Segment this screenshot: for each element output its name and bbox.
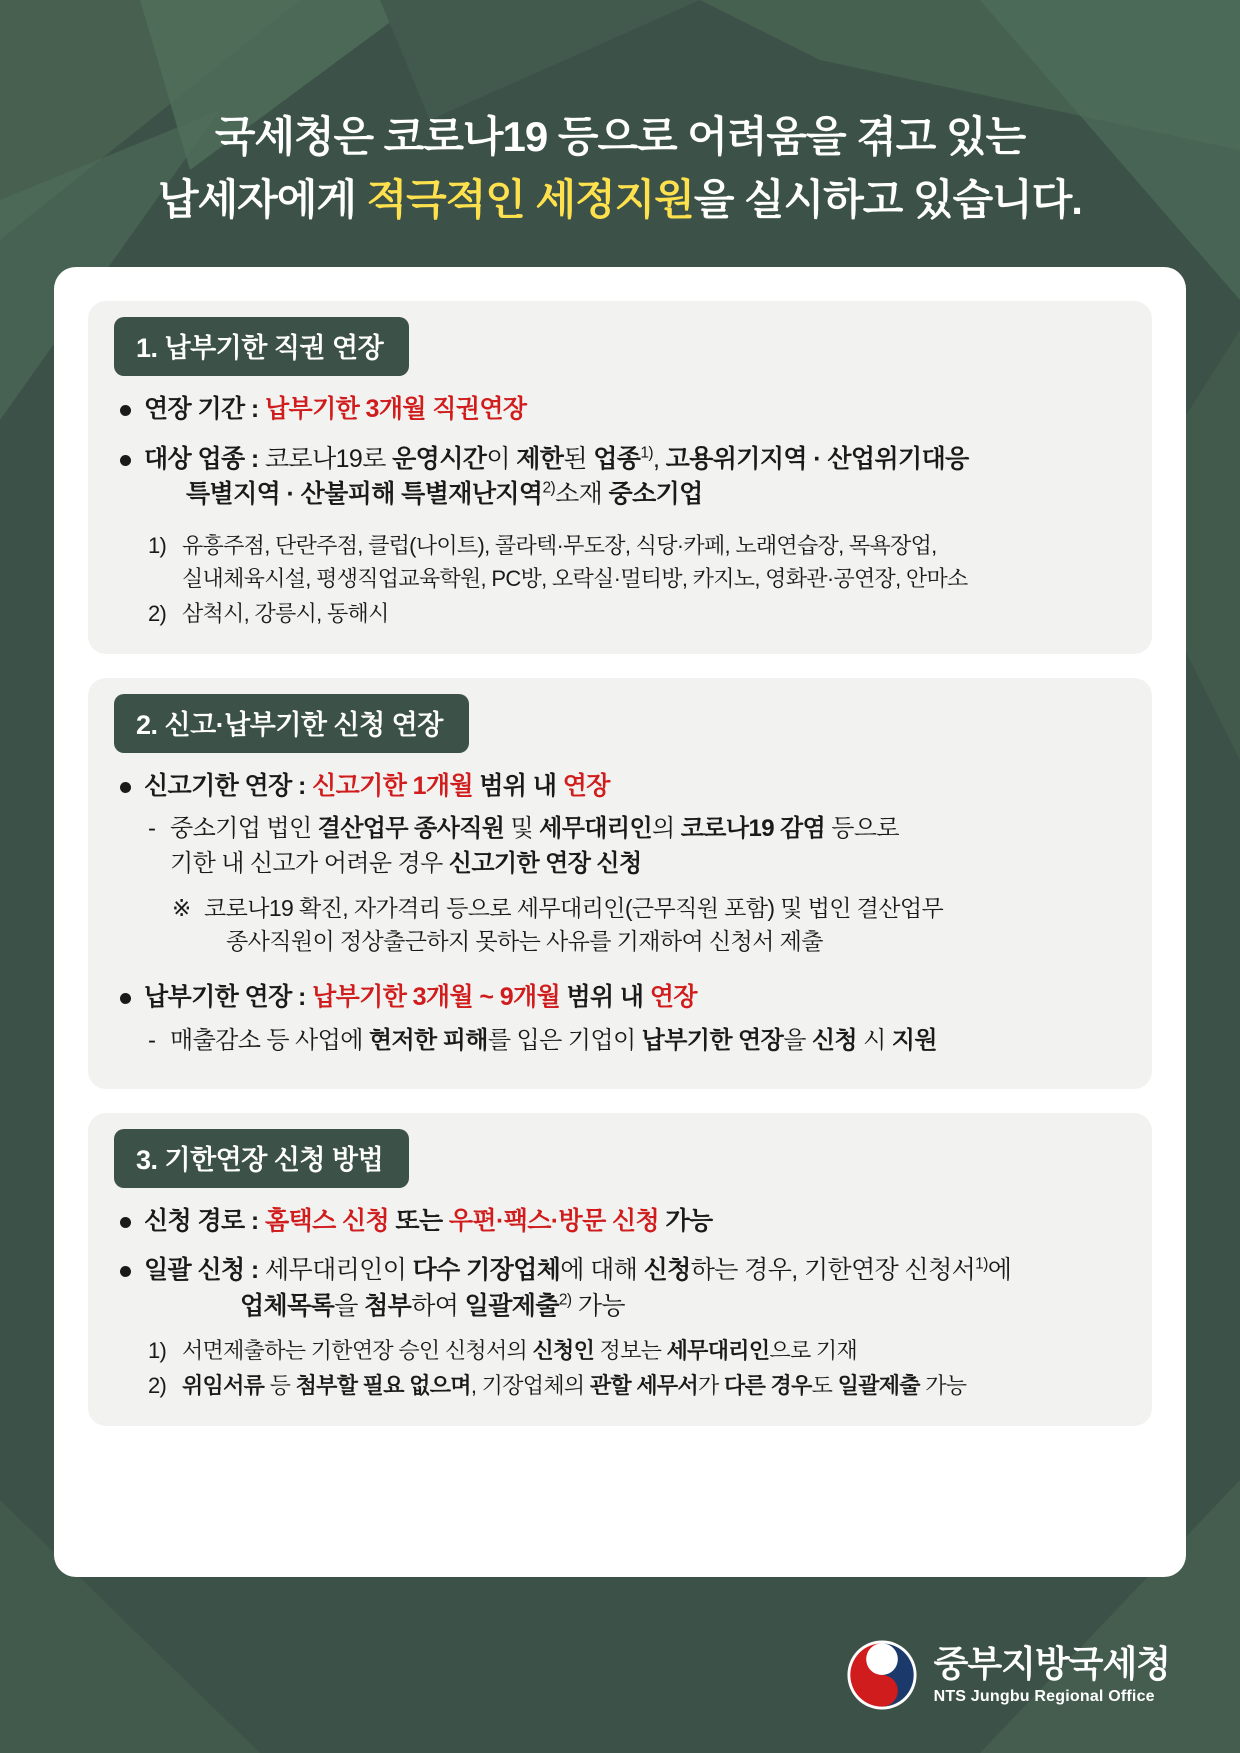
item-label: 대상 업종 : (144, 444, 265, 473)
item-text: 세무대리인이 (264, 1256, 413, 1285)
sub-bold: 신청 (811, 1026, 858, 1054)
list-item (114, 442, 1126, 513)
note-line: 종사직원이 정상출근하지 못하는 사유를 기재하여 신청서 제출 (226, 927, 823, 954)
item-text: , (652, 444, 666, 473)
org-name (934, 1644, 1170, 1705)
section-2-title: 2. 신고·납부기한 신청 연장 (114, 694, 469, 753)
section-3-title: 3. 기한연장 신청 방법 (114, 1129, 409, 1188)
item-text: 소재 (555, 480, 609, 508)
list-item (114, 1204, 1126, 1240)
footnote-text: 삼척시, 강릉시, 동해시 (182, 600, 389, 626)
section-2 (88, 678, 1152, 1089)
item-bold: 첨부 (364, 1291, 412, 1320)
headline-text-b: 을 실시하고 있습니다. (693, 176, 1082, 223)
headline-line-1: 국세청은 코로나19 등으로 어려움을 겪고 있는 (214, 113, 1026, 160)
footnote-text (182, 1369, 1126, 1402)
org-name-ko: 중부지방국세청 (933, 1643, 1170, 1685)
sub-text: 의 (652, 815, 681, 842)
item-bold: 업종 (593, 444, 641, 473)
item-text: 이 (486, 444, 517, 473)
sub-text: 기한 내 신고가 어려운 경우 (170, 849, 449, 877)
item-highlight: 연장 (649, 983, 697, 1012)
footnote-bold: 세무대리인 (666, 1338, 770, 1364)
item-text: 범위 내 (560, 983, 650, 1012)
footnote-text-part: 가 (698, 1373, 725, 1399)
footnote-number: 1) (148, 1338, 167, 1364)
item-bold: 제한 (516, 444, 564, 473)
item-bold: 특별지역 · 산불피해 특별재난지역 (186, 480, 543, 508)
item-label: 일괄 신청 : (144, 1256, 265, 1285)
footnote-bold: 일괄제출 (837, 1373, 920, 1399)
footnote-bold: 위임서류 (182, 1373, 265, 1399)
footnote-number: 2) (148, 600, 167, 626)
sub-bold: 지원 (891, 1026, 937, 1054)
footnote (148, 529, 1126, 595)
sub-text: 매출감소 등 사업에 (170, 1026, 369, 1054)
footnote-bold: 관할 세무서 (589, 1373, 699, 1399)
headline-highlight: 적극적인 세정지원 (366, 176, 694, 223)
item-text: 된 (563, 444, 594, 473)
sub-bold: 납부기한 연장 (641, 1026, 784, 1054)
sub-text: 중소기업 법인 (170, 815, 318, 842)
item-second-line (144, 1289, 1126, 1325)
sub-bold: 코로나19 감염 (680, 815, 826, 842)
org-name-en: NTS Jungbu Regional Office (933, 1688, 1155, 1705)
item-bold: 신청 (643, 1256, 691, 1285)
footnote-bold: 다른 경우 (724, 1373, 812, 1399)
footnote-marker: 1) (640, 444, 653, 462)
item-label: 신고기한 연장 : (144, 771, 313, 800)
footnote (148, 1369, 1126, 1402)
section-3-bullets (114, 1204, 1126, 1325)
item-value: 납부기한 3개월 직권연장 (264, 395, 527, 423)
note (170, 892, 1126, 959)
footnote (148, 597, 1126, 630)
item-text: 하여 (411, 1291, 465, 1320)
item-highlight: 신고기한 1개월 (312, 771, 474, 800)
item-bold: 중소기업 (608, 480, 703, 508)
footnote-bold: 첨부할 필요 없으며 (295, 1373, 471, 1399)
item-text: 에 대해 (560, 1256, 644, 1285)
item-text: 또는 (389, 1206, 449, 1235)
headline-text-a: 납세자에게 (158, 176, 367, 223)
list-item (114, 392, 1126, 428)
item-label: 납부기한 연장 : (144, 983, 313, 1012)
sub-text: 등으로 (825, 815, 900, 842)
section-1-title: 1. 납부기한 직권 연장 (114, 317, 409, 376)
footnote-number: 1) (148, 532, 167, 558)
taegeuk-icon (846, 1639, 918, 1711)
item-text: 코로나19로 (264, 444, 393, 473)
section-2-bullets (114, 769, 1126, 805)
footnote-text-part: 도 (811, 1373, 838, 1399)
item-text: 하는 경우, 기한연장 신청서 (690, 1256, 976, 1285)
list-item (114, 1253, 1126, 1324)
item-text: 에 (987, 1256, 1012, 1285)
section-2-bullets-2 (114, 980, 1126, 1016)
item-text: 범위 내 (473, 771, 563, 800)
item-label: 신청 경로 : (144, 1206, 265, 1235)
sub-item (144, 1024, 1126, 1059)
footnote-text-part: 등 (264, 1373, 296, 1399)
footnote-marker: 2) (542, 479, 556, 497)
footnote-text-part: 가능 (919, 1373, 967, 1399)
item-text: 가능 (659, 1206, 713, 1235)
footnote-marker: 2) (558, 1291, 572, 1309)
sub-second-line (170, 847, 1126, 882)
list-item (114, 769, 1126, 805)
item-highlight: 연장 (562, 771, 610, 800)
section-1-bullets (114, 392, 1126, 513)
footnote-text-part: , 기장업체의 (470, 1373, 590, 1399)
footnote-text-part: 으로 기재 (769, 1338, 858, 1364)
footnote-bold: 신청인 (532, 1338, 595, 1364)
poster-header (0, 0, 1240, 231)
footer-logo (846, 1639, 1170, 1711)
item-highlight: 납부기한 3개월 ~ 9개월 (312, 983, 561, 1012)
footnote-text-part: 서면제출하는 기한연장 승인 신청서의 (182, 1338, 533, 1364)
list-item (114, 980, 1126, 1016)
section-1 (88, 301, 1152, 654)
sub-text: 및 (504, 815, 540, 842)
section-3 (88, 1113, 1152, 1427)
sub-bold: 결산업무 종사직원 (317, 815, 505, 842)
item-bold: 일괄제출 (464, 1291, 559, 1320)
item-label: 연장 기간 : (144, 395, 265, 423)
sub-text: 을 (783, 1026, 812, 1054)
item-highlight: 우편·팩스·방문 신청 (448, 1206, 660, 1235)
footnote-text: 실내체육시설, 평생직업교육학원, PC방, 오락실·멀티방, 카지노, 영화관·공연장, 안마소 (182, 565, 968, 591)
sub-text: 시 (857, 1026, 892, 1054)
footnote-number: 2) (148, 1373, 167, 1399)
headline-line-2 (70, 168, 1170, 231)
sub-text: 를 입은 기업이 (487, 1026, 642, 1054)
item-bold: 운영시간 (392, 444, 487, 473)
item-highlight: 홈택스 신청 (264, 1206, 390, 1235)
sub-bold: 신고기한 연장 신청 (448, 849, 642, 877)
footnote-text-part: 정보는 (594, 1338, 667, 1364)
sub-bold: 현저한 피해 (368, 1026, 488, 1054)
item-text: 가능 (571, 1291, 625, 1320)
footnote-text (182, 1334, 1126, 1367)
item-text: 을 (334, 1291, 365, 1320)
content-card (54, 267, 1186, 1577)
sub-bold: 세무대리인 (539, 815, 653, 842)
item-bold: 업체목록 (240, 1291, 335, 1320)
item-bold: 다수 기장업체 (412, 1256, 561, 1285)
footnote-marker: 1) (975, 1255, 988, 1273)
footnote (148, 1334, 1126, 1367)
sub-item (144, 812, 1126, 882)
item-bold: 고용위기지역 · 산업위기대응 (665, 444, 969, 473)
footnote-text: 유흥주점, 단란주점, 클럽(나이트), 콜라텍·무도장, 식당·카페, 노래연습장, 목욕장업, (182, 532, 937, 558)
item-second-line (144, 477, 1126, 513)
note-line: ※ 코로나19 확진, 자가격리 등으로 세무대리인(근무직원 포함) 및 법인 결산업무 (204, 894, 944, 921)
